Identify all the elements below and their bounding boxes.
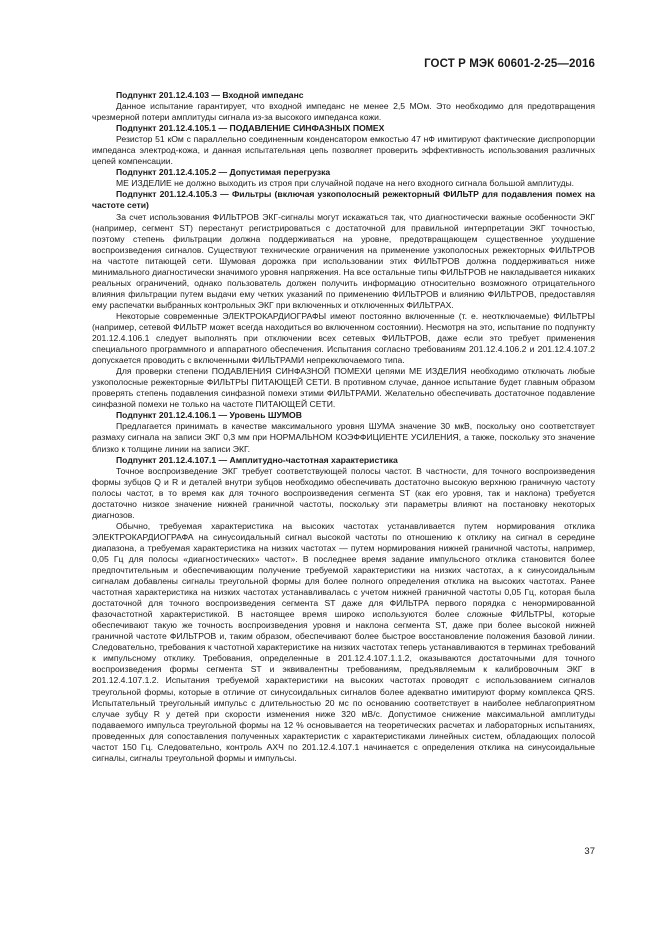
section-heading: Подпункт 201.12.4.103 — Входной импеданс [116, 90, 304, 100]
section-heading: Подпункт 201.12.4.105.2 — Допустимая перегрузка [116, 167, 331, 178]
section-heading: Подпункт 201.12.4.106.1 — Уровень ШУМОВ [116, 410, 302, 421]
document-body [92, 90, 595, 764]
standard-header: ГОСТ Р МЭК 60601-2-25—2016 [424, 58, 595, 70]
paragraph: Данное испытание гарантирует, что входной импеданс не менее 2,5 МОм. Это необходимо для предотвращения чрезмерной потери амплитуды сигнала из-за высокого импеданса кожи. [92, 101, 595, 123]
page-number: 37 [584, 846, 595, 857]
paragraph: Для проверки степени ПОДАВЛЕНИЯ СИНФАЗНОЙ ПОМЕХИ цепями МЕ ИЗДЕЛИЯ необходимо отключать любые узкополосные режекторные ФИЛЬТРЫ ПИТАЮЩЕЙ СЕТИ. В противном случае, данное испытание будет главным образом проверять степень подавления синфазной помехи этими ФИЛЬТРАМИ. Желательно обеспечивать достаточное подавление синфазной помехи не только на частоте ПИТАЮЩЕЙ СЕТИ. [92, 366, 595, 410]
paragraph: За счет использования ФИЛЬТРОВ ЭКГ-сигналы могут искажаться так, что диагностически важные особенности ЭКГ (например, сегмент ST) перестанут регистрироваться с достаточной для правильной интерпретации ЭКГ точностью, поэтому степень фильтрации должна поддерживаться на уровне, предотвращающем существенное ухудшение воспроизведения сигналов. Существуют технические ограничения на применение узкополосных режекторных ФИЛЬТРОВ на частоте питающей сети. Шумовая дорожка при использовании этих ФИЛЬТРОВ должна поддерживаться ниже минимального диагностически значимого уровня напряжения. На все остальные типы ФИЛЬТРОВ не накладывается никаких реальных ограничений, однако пользователь должен получить информацию относительно возможного отрицательного влияния фильтрации путем выдачи ему четких указаний по применению ФИЛЬТРОВ и влиянию ФИЛЬТРОВ, предоставляя ему распечатки выбранных контрольных ЭКГ при включенных и отключенных ФИЛЬТРАХ. [92, 211, 595, 310]
paragraph: Некоторые современные ЭЛЕКТРОКАРДИОГРАФЫ имеют постоянно включенные (т. е. неотключаемые) ФИЛЬТРЫ (например, сетевой ФИЛЬТР может всегда находиться во включенном состоянии). Несмотря на это, испытание по подпункту 201.12.4.106.1 следует выполнять при отключении всех сетевых ФИЛЬТРОВ, даже если это требует применения специального программного и аппаратного обеспечения. Испытания согласно требованиям 201.12.4.106.2 и 201.12.4.107.2 допускается проводить с включенными ФИЛЬТРАМИ непрекключаемого типа. [92, 310, 595, 366]
section-heading: Подпункт 201.12.4.107.1 — Амплитудно-частотная характеристика [116, 454, 398, 465]
section-heading: Подпункт 201.12.4.105.3 — Фильтры (включая узкополосный режекторный ФИЛЬТР для подавления помех на частоте сети) [92, 189, 595, 211]
paragraph: Резистор 51 кОм с параллельно соединенным конденсатором емкостью 47 нФ имитируют фактические диспропорции импеданса электрод-кожа, и данная испытательная цепь позволяет проверить эффективность использования различных цепей компенсации. [92, 134, 595, 167]
paragraph: Предлагается принимать в качестве максимального уровня ШУМА значение 30 мкВ, поскольку оно соответствует размаху сигнала на записи ЭКГ 0,3 мм при НОРМАЛЬНОМ КОЭФФИЦИЕНТЕ УСИЛЕНИЯ, а также, поскольку это значение близко к толщине линии на записи ЭКГ. [92, 421, 595, 454]
section-heading: Подпункт 201.12.4.105.1 — ПОДАВЛЕНИЕ СИНФАЗНЫХ ПОМЕХ [116, 123, 385, 134]
paragraph: Обычно, требуемая характеристика на высоких частотах устанавливается путем нормирования отклика ЭЛЕКТРОКАРДИОГРАФА на синусоидальный сигнал высокой частоты по отношению к отклику на сигнал в середине диапазона, а требуемая характеристика на низких частотах — путем нормирования нижней граничной частоты, например, 0,05 Гц для полосы «диагностических» частот». В последнее время задание импульсного отклика становится более предпочтительным и обеспечивающим получение требуемой характеристики на низких частотах, а к синусоидальным сигналам добавлены сигналы треугольной формы для более полного определения отклика на высоких частотах. Ранее частотная характеристика на низких частотах устанавливалась с учетом нижней граничной частоты 0,05 Гц, которая была достаточной для точного воспроизведения сегмента ST даже для ФИЛЬТРА первого порядка с ненормированной фазочастотной характеристикой. В настоящее время широко используются более сложные ФИЛЬТРЫ, которые обеспечивают такую же точность воспроизведения уровня и наклона сегмента ST, даже при более высокой нижней граничной частоте ФИЛЬТРОВ и, таким образом, обеспечивают более быстрое восстановление положения базовой линии. Следовательно, требования к частотной характеристике на низких частотах теперь устанавливаются в терминах требований к импульсному отклику. Требования, определенные в 201.12.4.107.1.1.2, оказываются достаточными для точного воспроизведения формы сегмента ST и эквивалентны требованиям, предъявляемым к калибровочным ЭКГ в 201.12.4.107.1.2. Испытания требуемой характеристики на высоких частотах проводят с использованием сигналов треугольной формы, которые в отличие от синусоидальных сигналов более адекватно имитируют форму комплекса QRS. Испытательный треугольный импульс с длительностью 20 мс по основанию соответствует в наиболее неблагоприятном случае зубцу R у детей при скорости изменения ниже 320 мВ/с. Допустимое снижение максимальной амплитуды подаваемого импульса треугольной формы на 12 % основывается на теоретических расчетах и лабораторных испытаниях, проведенных для сопоставления полученных характеристик с характеристиками линейных систем, обладающих полосой частот 150 Гц. Следовательно, контроль АХЧ по 201.12.4.107.1 начинается с определения отклика на синусоидальные сигналы, сигналы треугольной формы и импульсы. [92, 520, 595, 763]
paragraph: Точное воспроизведение ЭКГ требует соответствующей полосы частот. В частности, для точного воспроизведения формы зубцов Q и R и деталей внутри зубцов необходимо обеспечивать достаточно высокую верхнюю граничную частоту полосы частот, в то время как для точного воспроизведения сегмента ST (как его уровня, так и наклона) требуется достаточно низкое значение нижней граничной частоты, поскольку эти параметры влияют на постановку некоторых диагнозов. [92, 465, 595, 520]
paragraph: МЕ ИЗДЕЛИЕ не должно выходить из строя при случайной подаче на него входного сигнала большой амплитуды. [116, 178, 575, 189]
